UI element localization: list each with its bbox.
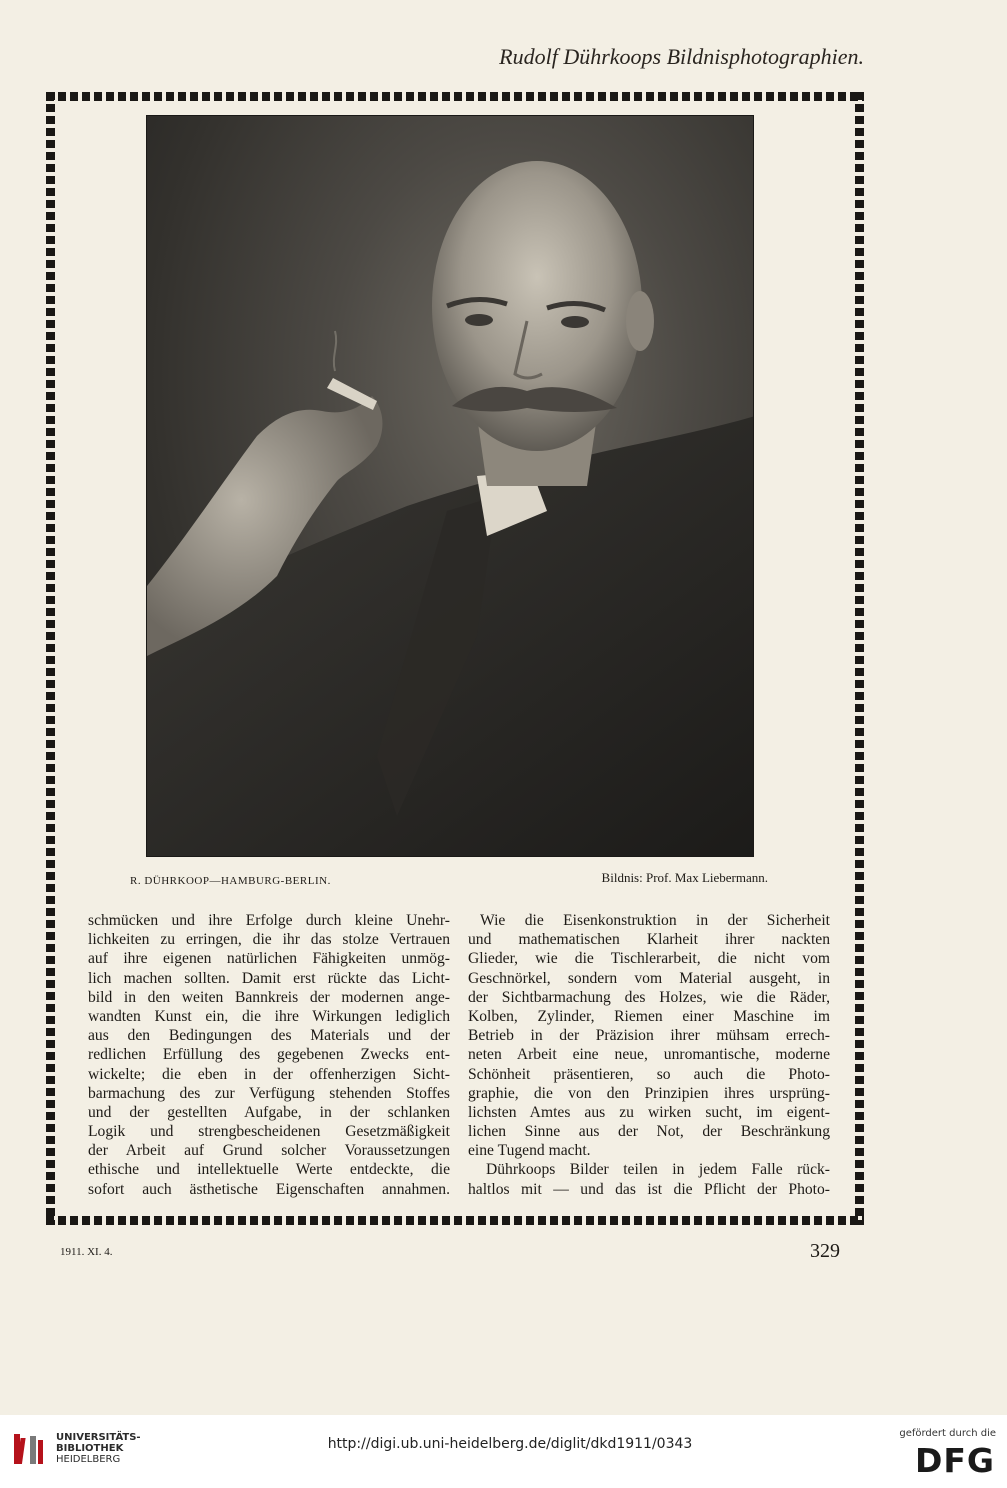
photo-caption-title: Bildnis: Prof. Max Liebermann. <box>601 870 768 885</box>
text-line: barmachung des zur Verfügung stehenden Stoffes <box>88 1084 450 1102</box>
photo-caption-credit: R. DÜHRKOOP—HAMBURG-BERLIN. <box>130 875 331 887</box>
running-head: Rudolf Dührkoops Bildnisphotographien. <box>499 44 864 69</box>
border-frame-right <box>855 92 864 1225</box>
library-name <box>56 1432 141 1465</box>
text-line: lich machen sollten. Damit erst rückte das Licht- <box>88 969 450 987</box>
university-library-logo-icon <box>10 1428 50 1468</box>
folio-date: 1911. XI. 4. <box>60 1246 113 1258</box>
portrait-photo <box>146 115 754 857</box>
library-name-line3: HEIDELBERG <box>56 1454 121 1465</box>
dfg-logo: DFG <box>914 1441 995 1480</box>
text-line: bild in den weiten Bannkreis der modernen ange- <box>88 988 450 1006</box>
text-line: lichsten Amtes aus zu wirken sucht, im eigent- <box>468 1103 830 1121</box>
text-line: aus den Bedingungen des Materials und der <box>88 1027 450 1045</box>
border-frame-left <box>46 92 55 1225</box>
text-line: und mathematischen Klarheit ihrer nackten <box>468 931 830 949</box>
text-column-right <box>468 911 830 1199</box>
text-line: Dührkoops Bilder teilen in jedem Falle rück- <box>486 1161 830 1179</box>
portrait-illustration <box>147 116 754 857</box>
text-line: redlichen Erfüllung des gegebenen Zwecks ent- <box>88 1046 450 1064</box>
text-line: auf ihre eigenen natürlichen Fähigkeiten unmög- <box>88 950 450 968</box>
text-line: und der gestellten Aufgabe, in der schlanken <box>88 1103 450 1121</box>
text-line: wandten Kunst ein, die ihre Wirkungen lediglich <box>88 1007 450 1025</box>
text-line: Glieder, wie die Tischlerarbeit, die nicht vom <box>468 950 830 968</box>
text-line: wickelte; die eben in der offenherzigen Sicht- <box>88 1065 450 1083</box>
text-line: lichen Sinne aus der Not, der Beschränkung <box>468 1123 830 1141</box>
text-line: Logik und strengbescheidenen Gesetzmäßigkeit <box>88 1123 450 1141</box>
text-line: graphie, die von den Prinzipien ihres ursprüng- <box>468 1084 830 1102</box>
page-number: 329 <box>810 1240 840 1262</box>
text-column-left <box>88 911 450 1199</box>
text-line: sofort auch ästhetische Eigenschaften annahmen. <box>88 1180 450 1198</box>
text-line: Geschnörkel, sondern vom Material ausgeht, in <box>468 969 830 987</box>
library-name-line2: BIBLIOTHEK <box>56 1443 124 1454</box>
border-frame-bottom <box>46 1216 864 1225</box>
text-line: Kolben, Zylinder, Riemen einer Maschine im <box>468 1007 830 1025</box>
text-line: neten Arbeit eine neue, unromantische, moderne <box>468 1046 830 1064</box>
funding-note: gefördert durch die <box>899 1428 996 1439</box>
border-frame-top <box>46 92 864 101</box>
text-line: der Arbeit auf Grund solcher Voraussetzungen <box>88 1142 450 1160</box>
text-line: ethische und intellektuelle Werte entdeckte, die <box>88 1161 450 1179</box>
library-name-line1: UNIVERSITÄTS- <box>56 1432 141 1443</box>
text-line: eine Tugend macht. <box>468 1142 591 1160</box>
text-line: Betrieb in der Präzision ihrer mühsam errech- <box>468 1027 830 1045</box>
permalink-url[interactable]: http://digi.ub.uni-heidelberg.de/diglit/dkd1911/0343 <box>327 1436 693 1452</box>
text-line: Wie die Eisenkonstruktion in der Sicherheit <box>480 912 830 929</box>
text-line: schmücken und ihre Erfolge durch kleine Unehr- <box>88 912 450 929</box>
text-line: lichkeiten zu erringen, die ihr das stolze Vertrauen <box>88 931 450 949</box>
text-line: der Sichtbarmachung des Holzes, wie die Räder, <box>468 988 830 1006</box>
text-line: Schönheit präsentieren, so auch die Photo- <box>468 1065 830 1083</box>
text-line: haltlos mit — und das ist die Pflicht der Photo- <box>468 1180 830 1198</box>
